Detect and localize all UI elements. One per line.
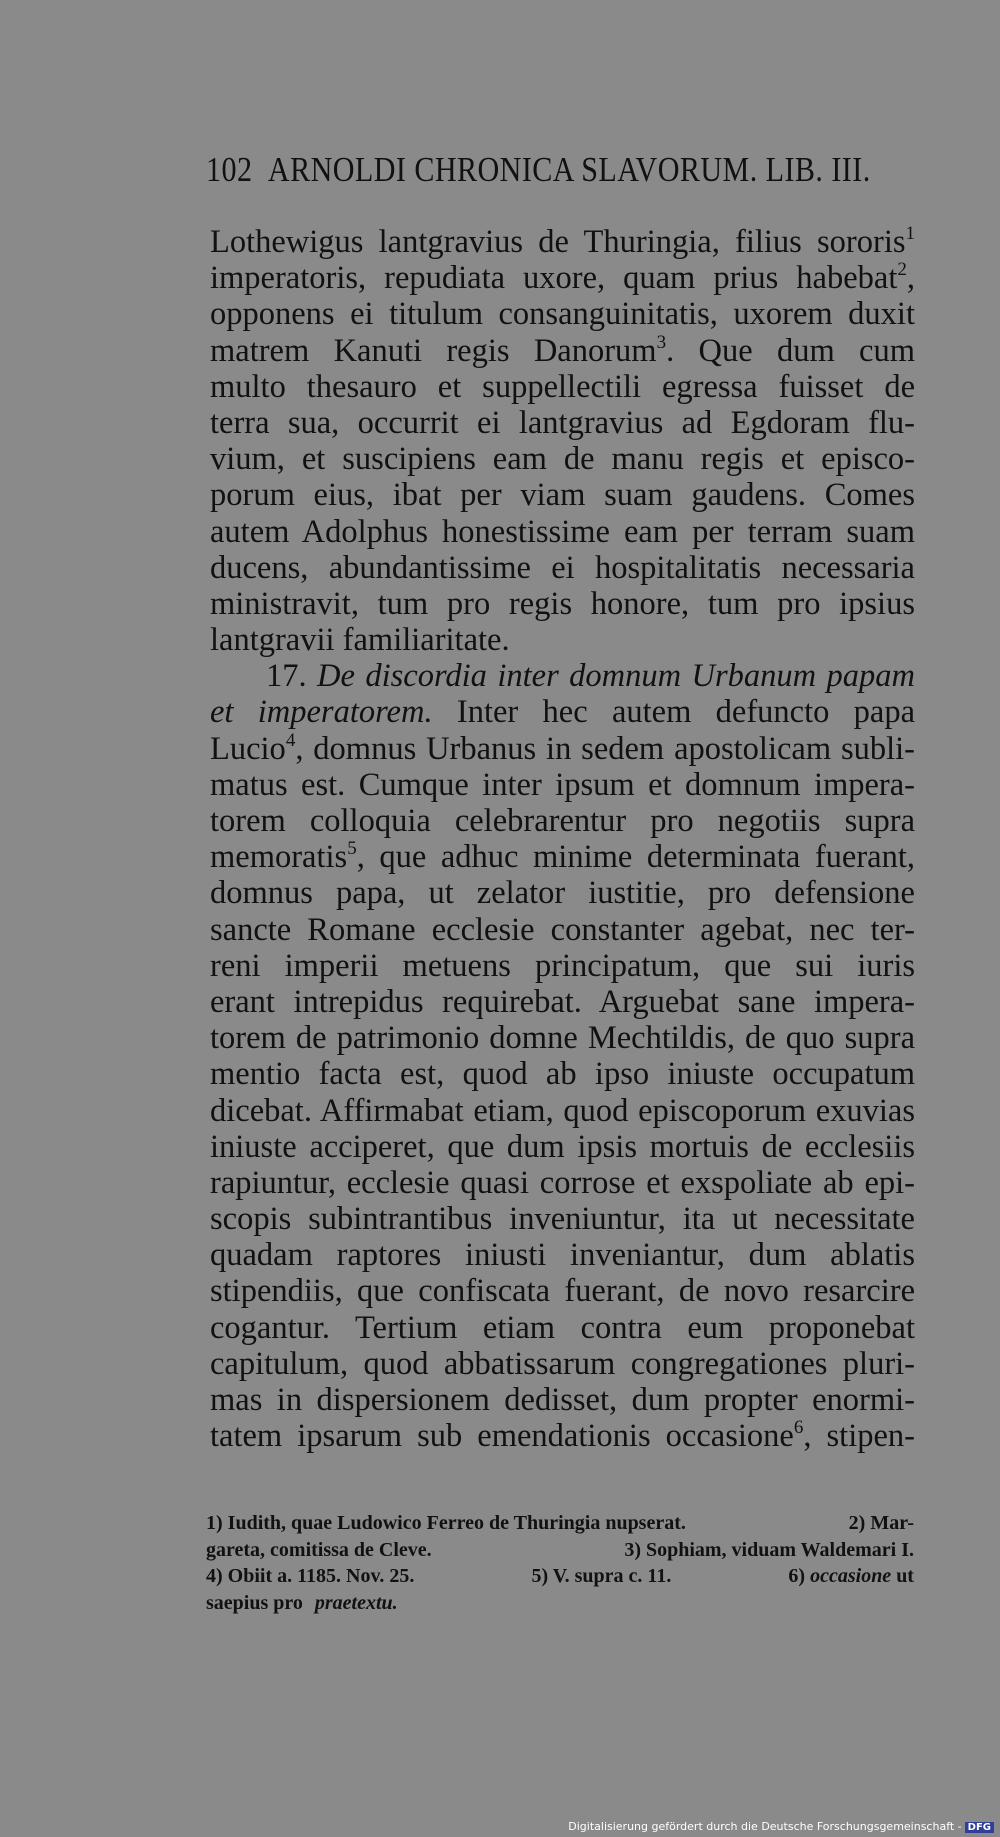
text-line: ministravit, tum pro regis honore, tum pro ipsius [210,585,915,622]
dfg-logo: DFG [965,1822,994,1833]
text-span: Inter hec autem defuncto papa [456,694,916,731]
text-span: . Que dum cum [666,332,915,369]
text-line: autem Adolphus honestissime eam per terram suam [210,513,915,550]
text-line: multo thesauro et suppellectili egressa fuisset de [210,368,915,405]
footnote-ref: 6 [793,1417,804,1439]
chapter-heading-line [210,658,915,694]
text-line: lantgravii familiaritate. [210,622,510,659]
running-header [206,150,871,190]
text-line: reni imperii metuens principatum, que sui iuris [210,947,915,984]
footnote-line [206,1563,914,1590]
footnote-line [206,1590,914,1617]
text-line [210,694,915,730]
text-line: matus est. Cumque inter ipsum et domnum impera- [210,766,915,803]
footnote-5: 5) V. supra c. 11. [531,1565,672,1587]
text-line: opponens ei titulum consanguinitatis, uxorem duxit [210,296,915,333]
text-line [210,333,915,369]
text-line: ducens, abundantissime ei hospitalitatis necessaria [210,549,915,586]
text-line: mentio facta est, quod ab ipso iniuste occupatum [210,1056,915,1093]
footnote-line [206,1510,914,1537]
footnote-number: 6) [788,1565,806,1587]
footnote-4: 4) Obiit a. 1185. Nov. 25. [206,1565,415,1587]
text-line: scopis subintrantibus inveniuntur, ita ut necessitate [210,1201,915,1238]
text-line: porum eius, ibat per viam suam gaudens. Comes [210,477,915,514]
footnote-3: 3) Sophiam, viduam Waldemari I. [624,1538,914,1561]
footnotes [206,1510,914,1616]
footnote-6-end: saepius pro [206,1591,303,1614]
footnote-term: occasione [810,1565,892,1587]
text-line: capitulum, quod abbatissarum congregationes pluri- [210,1345,915,1382]
text-span: , [906,260,915,297]
text-line: iniuste acciperet, que dum ipsis mortuis de ecclesiis [210,1128,915,1165]
text-span: , que adhuc minime determinata fuerant, [356,839,915,876]
chapter-title-cont: et imperatorem. [210,694,433,731]
footnote-ref: 5 [347,838,357,860]
text-line: cogantur. Tertium etiam contra eum proponebat [210,1309,915,1346]
credit-text: Digitalisierung gefördert durch die Deutsche Forschungsgemeinschaft - [568,1820,962,1833]
footnote-ref: 2 [897,259,907,281]
text-line [210,839,915,875]
text-span: Lucio [210,730,286,767]
text-line: mas in dispersionem dedisset, dum propter enormi- [210,1382,915,1418]
running-title: ARNOLDI CHRONICA SLAVORUM. LIB. III. [267,150,871,189]
text-line: terra sua, occurrit ei lantgravius ad Egdoram flu- [210,404,915,441]
digitization-credit [568,1820,994,1833]
text-line: domnus papa, ut zelator iustitie, pro defensione [210,875,915,912]
chapter-title: De discordia inter domnum Urbanum papam [317,658,915,695]
text-line: quadam raptores iniusti inveniantur, dum ablatis [210,1237,915,1274]
text-line: rapiuntur, ecclesie quasi corrose et exspoliate ab epi- [210,1164,915,1201]
chapter-number: 17. [266,658,307,695]
text-line: dicebat. Affirmabat etiam, quod episcoporum exuvias [210,1092,915,1129]
footnote-text: ut [896,1565,914,1587]
footnote-line [206,1537,914,1564]
footnote-2-end: gareta, comitissa de Cleve. [206,1538,432,1561]
text-span: , domnus Urbanus in sedem apostolicam subli- [295,730,915,767]
text-line: sancte Romane ecclesie constanter agebat, nec ter- [210,911,915,948]
text-line [210,224,915,260]
footnote-term: praetextu. [314,1591,398,1614]
main-text [210,224,915,1454]
text-span: memoratis [210,839,348,876]
text-span: Lothewigus lantgravius de Thuringia, filius sororis [210,224,906,260]
text-span: imperatoris, repudiata uxore, quam prius habebat [210,260,898,297]
footnote-6-start [788,1563,914,1590]
text-line: torem colloquia celebrarentur pro negotiis supra [210,803,915,839]
page-number: 102 [206,150,253,189]
footnote-2-start: 2) Mar- [848,1512,914,1534]
footnote-1: 1) Iudith, quae Ludowico Ferreo de Thuringia nupserat. [206,1512,686,1534]
text-span: , stipen- [803,1418,915,1455]
footnote-ref: 3 [656,331,667,353]
text-line: vium, et suscipiens eam de manu regis et episco- [210,441,915,478]
footnote-ref: 1 [905,223,915,244]
text-line: stipendiis, que confiscata fuerant, de novo resarcire [210,1273,915,1310]
text-span: tatem ipsarum sub emendationis occasione [210,1418,794,1455]
text-line [210,260,915,296]
text-line: torem de patrimonio domne Mechtildis, de quo supra [210,1020,915,1057]
text-span: matrem Kanuti regis Danorum [210,332,657,369]
footnote-ref: 4 [285,729,296,751]
text-line: erant intrepidus requirebat. Arguebat sane impera- [210,983,915,1020]
text-line [210,1418,915,1454]
text-line [210,731,915,767]
